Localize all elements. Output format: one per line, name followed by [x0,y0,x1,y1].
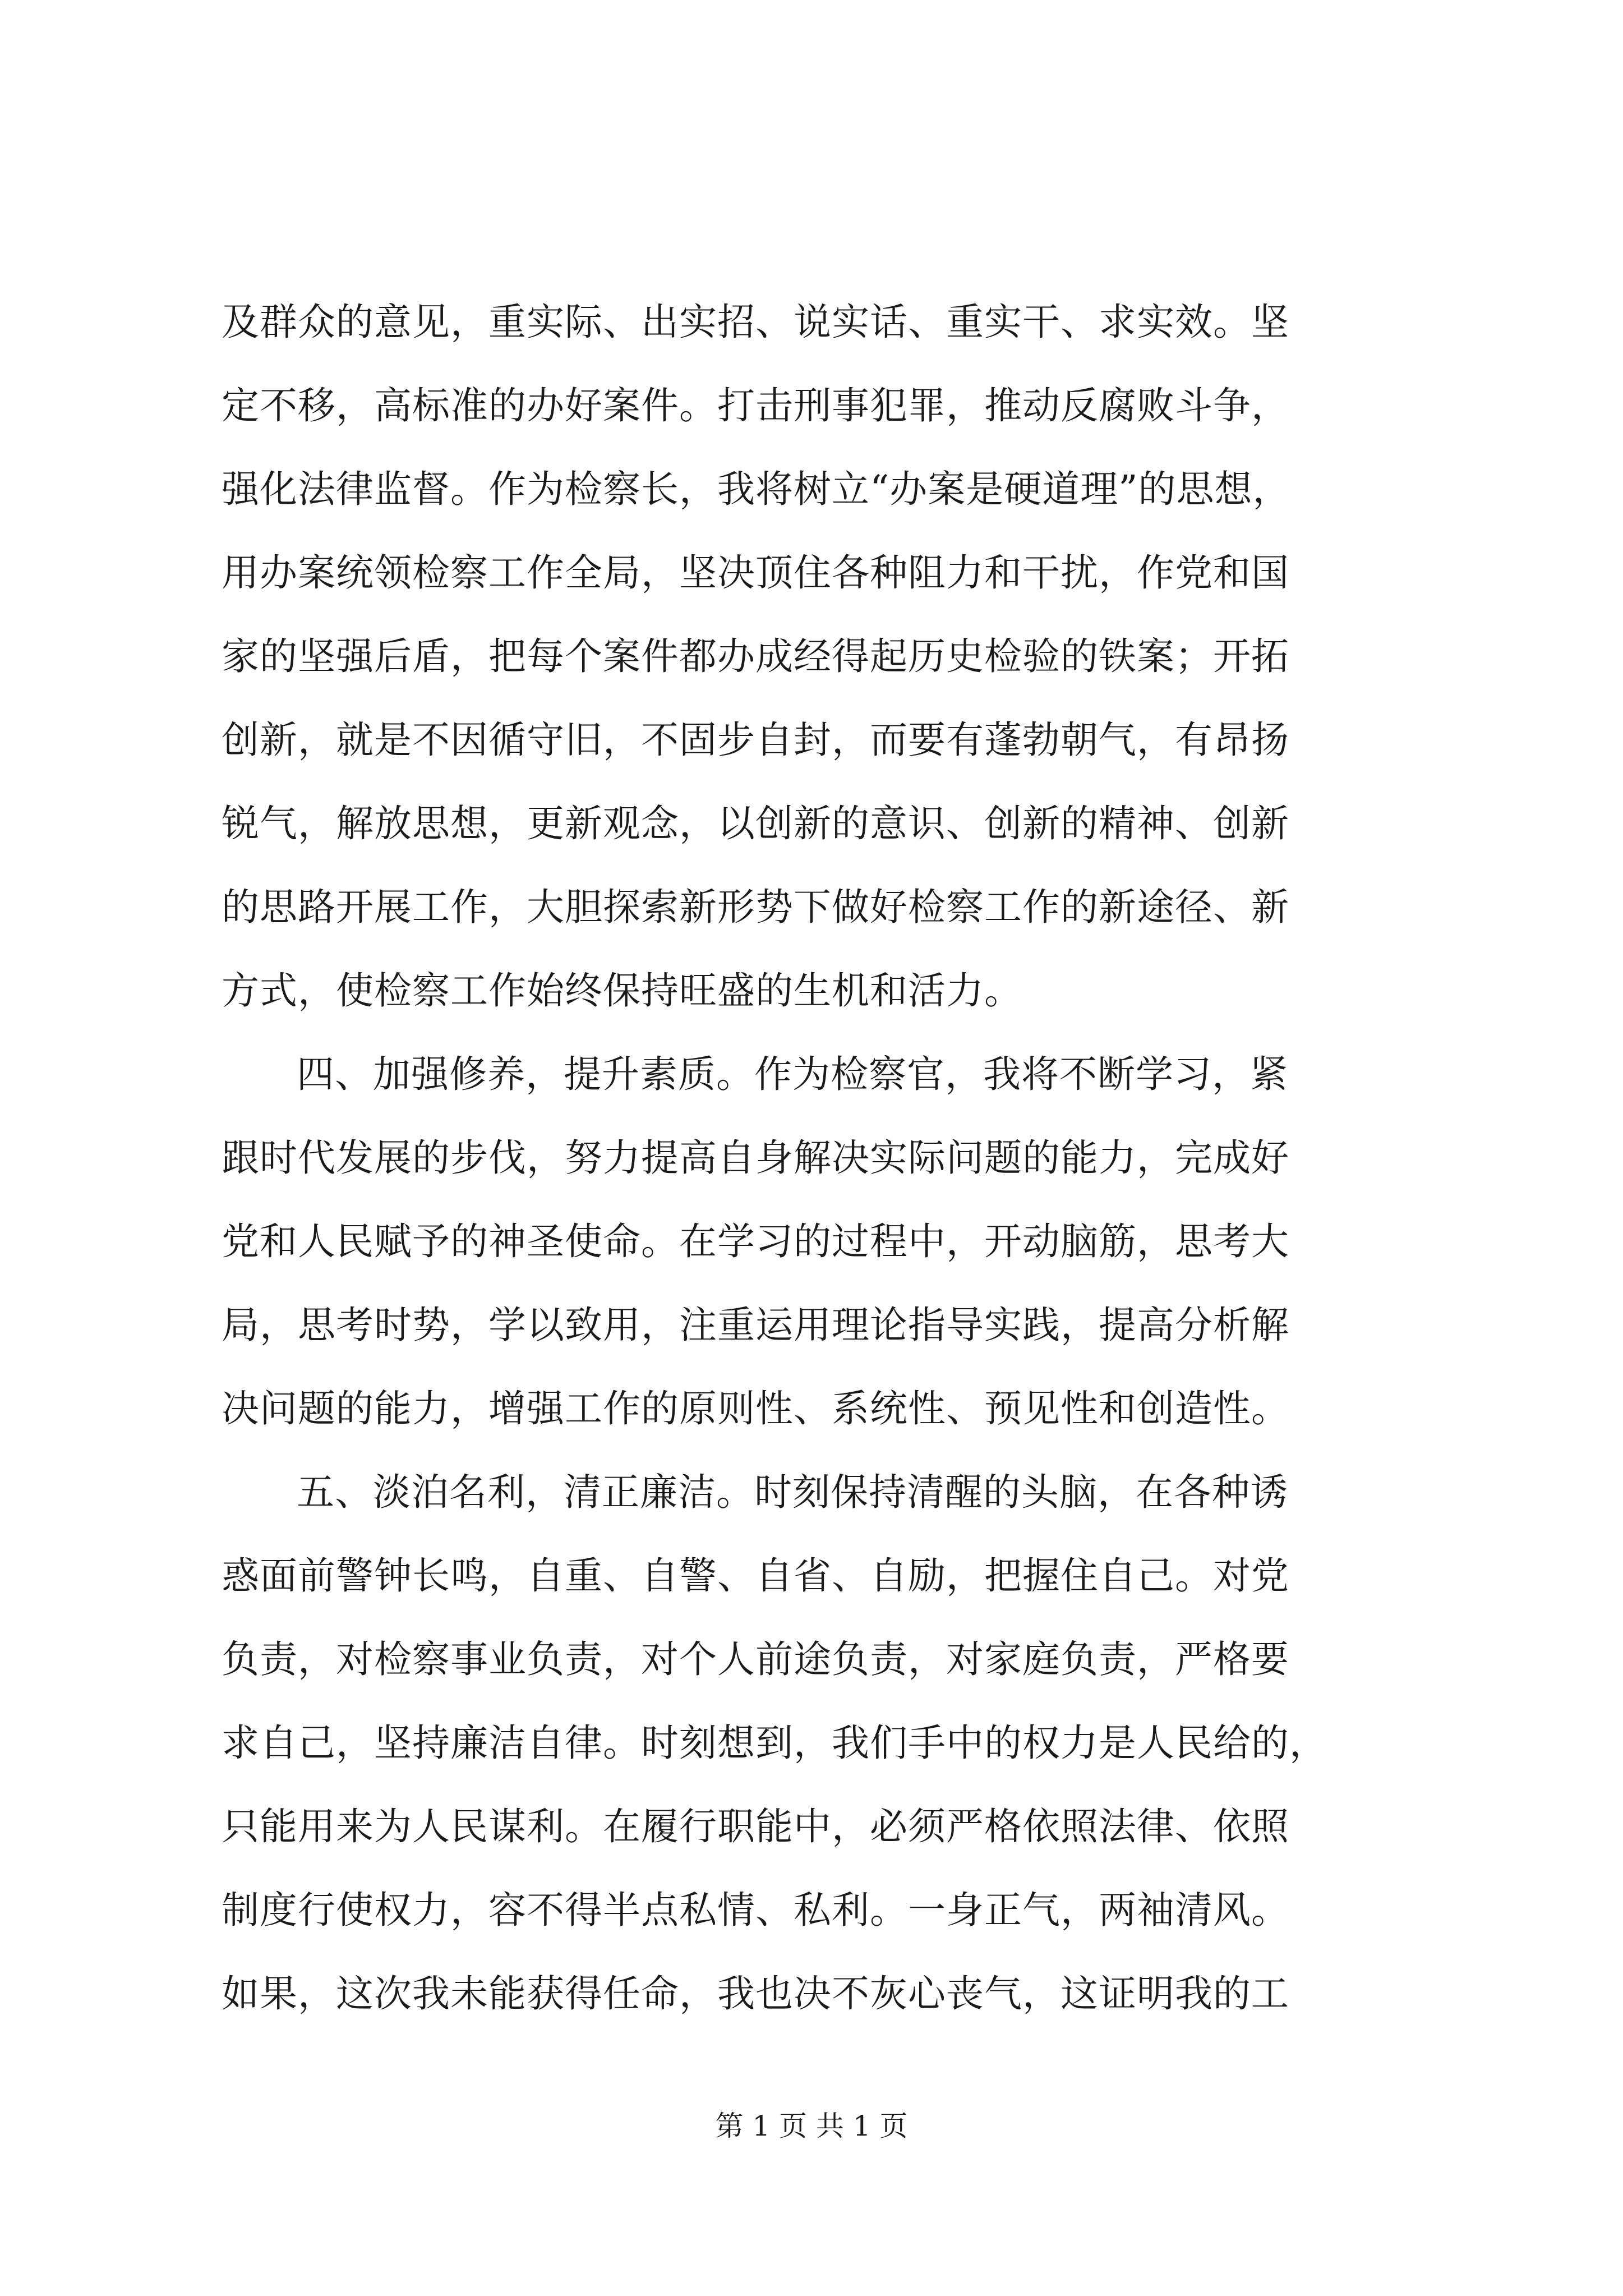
text-line: 跟时代发展的步伐，努力提高自身解决实际问题的能力，完成好 [222,1136,1289,1180]
page-number-footer: 第 1 页 共 1 页 [715,2110,908,2142]
body-text [222,280,1399,2036]
paragraph-first-line: 五、淡泊名利，清正廉洁。时刻保持清醒的头脑，在各种诱 [297,1470,1288,1514]
text-line: 制度行使权力，容不得半点私情、私利。一身正气，两袖清风。 [222,1888,1289,1932]
text-line: 定不移，高标准的办好案件。打击刑事犯罪，推动反腐败斗争， [222,384,1289,427]
text-line: 用办案统领检察工作全局，坚决顶住各种阻力和干扰，作党和国 [222,551,1289,595]
text-line: 求自己，坚持廉洁自律。时刻想到，我们手中的权力是人民给的， [222,1721,1327,1765]
text-line: 如果，这次我未能获得任命，我也决不灰心丧气，这证明我的工 [222,1972,1289,2016]
text-line: 只能用来为人民谋利。在履行职能中，必须严格依照法律、依照 [222,1805,1289,1848]
text-line: 强化法律监督。作为检察长，我将树立“办案是硬道理”的思想， [222,467,1291,511]
text-line: 的思路开展工作，大胆探索新形势下做好检察工作的新途径、新 [222,885,1289,929]
text-line: 及群众的意见，重实际、出实招、说实话、重实干、求实效。坚 [222,300,1289,344]
text-line: 惑面前警钟长鸣，自重、自警、自省、自励，把握住自己。对党 [222,1554,1289,1598]
text-line: 负责，对检察事业负责，对个人前途负责，对家庭负责，严格要 [222,1637,1289,1681]
text-line: 方式，使检察工作始终保持旺盛的生机和活力。 [222,969,1022,1013]
text-line: 决问题的能力，增强工作的原则性、系统性、预见性和创造性。 [222,1387,1289,1430]
text-line: 锐气，解放思想，更新观念，以创新的意识、创新的精神、创新 [222,802,1289,845]
text-line: 局，思考时势，学以致用，注重运用理论指导实践，提高分析解 [222,1303,1289,1347]
text-line: 党和人民赋予的神圣使命。在学习的过程中，开动脑筋，思考大 [222,1220,1289,1263]
text-line: 创新，就是不因循守旧，不固步自封，而要有蓬勃朝气，有昂扬 [222,718,1289,762]
text-line: 家的坚强后盾，把每个案件都办成经得起历史检验的铁案；开拓 [222,634,1289,678]
paragraph-first-line: 四、加强修养，提升素质。作为检察官，我将不断学习，紧 [297,1052,1288,1096]
